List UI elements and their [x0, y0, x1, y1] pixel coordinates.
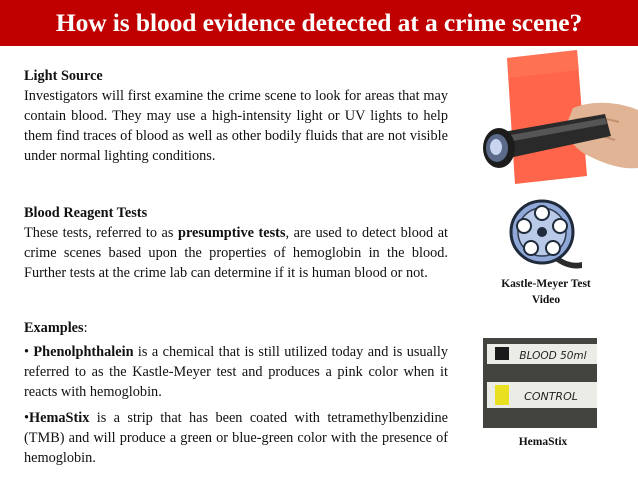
- hemastix-term: HemaStix: [29, 410, 90, 426]
- title-bar: [0, 0, 638, 46]
- strip1-label: BLOOD 50ml: [519, 350, 587, 362]
- reagent-body: [24, 223, 448, 283]
- examples-heading-line: [24, 318, 448, 338]
- reagent-body-end: , are used to detect blood at crime scenes based upon the properties of hemoglobin in the blood. Further tests at the crime lab can determine if it is human blood or not.: [24, 225, 449, 281]
- reagent-heading: Blood Reagent Tests: [24, 205, 148, 221]
- reagent-section: [24, 203, 448, 283]
- flashlight-photo: [455, 50, 638, 190]
- hemastix-caption: HemaStix: [518, 436, 568, 448]
- presumptive-tests-term: presumptive tests: [178, 225, 286, 241]
- example-phenolphthalein: [24, 342, 448, 402]
- example-hemastix: [24, 408, 448, 468]
- reagent-body-start: These tests, referred to as: [24, 225, 178, 241]
- page-title: How is blood evidence detected at a crime scene?: [55, 8, 583, 37]
- film-reel-icon[interactable]: [508, 198, 584, 272]
- phenolphthalein-text: is a chemical that is still utilized today and is usually referred to as the Kastle-Meyer test and produces a pink color when it reacts with hemoglobin.: [24, 344, 448, 400]
- examples-colon: :: [83, 320, 88, 336]
- phenolphthalein-term: Phenolphthalein: [33, 344, 134, 360]
- light-source-heading: Light Source: [24, 68, 103, 84]
- strip2-label: CONTROL: [524, 390, 578, 403]
- video-caption: [478, 276, 614, 308]
- examples-section: [24, 318, 448, 468]
- light-source-section: [24, 66, 448, 166]
- video-caption-line1: Kastle-Meyer Test: [501, 278, 591, 290]
- bullet-icon: •: [24, 410, 30, 426]
- light-source-body: Investigators will first examine the crime scene to look for areas that may contain blood. They may use a high-intensity light or UV lights to help them find traces of blood as well as other bodily fluids that are not visible under normal lighting conditions.: [24, 88, 448, 164]
- examples-heading: Examples: [24, 320, 84, 336]
- hemastix-text: is a strip that has been coated with tetramethylbenzidine (TMB) and will produce a green or blue-green color with the presence of hemoglobin.: [24, 410, 448, 466]
- bullet-icon: •: [24, 344, 30, 360]
- hemastix-photo: [483, 338, 597, 428]
- video-caption-line2: Video: [531, 294, 561, 306]
